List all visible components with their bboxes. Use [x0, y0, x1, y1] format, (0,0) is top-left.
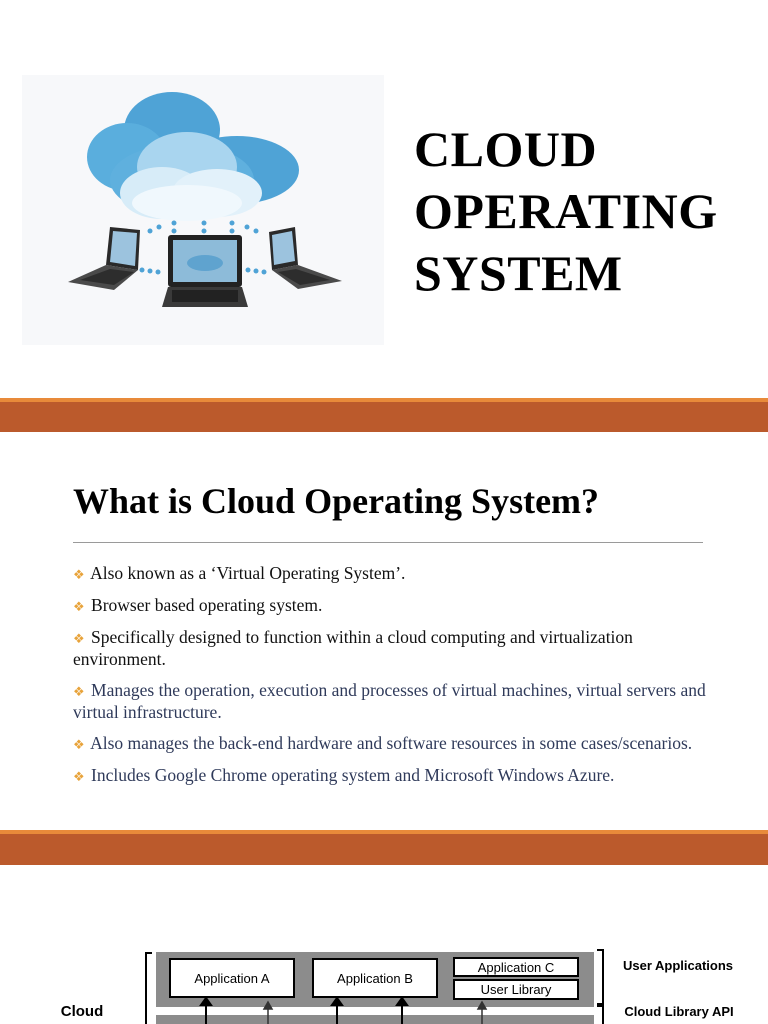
diamond-bullet-icon: ❖	[73, 631, 85, 646]
architecture-slide	[0, 865, 768, 1024]
diamond-bullet-icon: ❖	[73, 599, 85, 614]
laptop-icon	[269, 227, 342, 289]
user-applications-label: User Applications	[622, 958, 734, 973]
slide-separator	[0, 830, 768, 865]
application-b-box: Application B	[312, 958, 438, 998]
list-item: ❖ Browser based operating system.	[73, 595, 323, 615]
diamond-bullet-icon: ❖	[73, 567, 85, 582]
title-slide	[0, 0, 768, 398]
heading-divider	[73, 542, 703, 543]
definition-slide	[0, 432, 768, 830]
title-line: CLOUD	[414, 121, 598, 177]
bullet-list	[67, 563, 707, 797]
title-line: SYSTEM	[414, 245, 623, 301]
user-library-box: User Library	[453, 979, 579, 1000]
laptop-icon	[162, 235, 248, 307]
list-item: ❖ Also known as a ‘Virtual Operating System’.	[73, 563, 406, 583]
diamond-bullet-icon: ❖	[73, 684, 85, 699]
laptop-icon	[68, 227, 140, 290]
diamond-bullet-icon: ❖	[73, 737, 85, 752]
cloud-icon	[87, 92, 299, 221]
cloud-network-illustration	[22, 75, 384, 345]
title-line: OPERATING	[414, 183, 718, 239]
list-item: ❖ Includes Google Chrome operating system and Microsoft Windows Azure.	[73, 765, 615, 785]
slide-separator	[0, 398, 768, 432]
application-a-box: Application A	[169, 958, 295, 998]
architecture-diagram	[0, 865, 768, 1024]
list-item: ❖ Specifically designed to function within a cloud computing and virtualization environment.	[73, 627, 633, 669]
cloud-library-api-label: Cloud Library API	[624, 1004, 734, 1019]
slide-heading: What is Cloud Operating System?	[73, 481, 600, 521]
slide-title	[414, 118, 754, 304]
cloud-label: Cloud	[60, 1003, 104, 1020]
diamond-bullet-icon: ❖	[73, 769, 85, 784]
list-item: ❖ Also manages the back-end hardware and software resources in some cases/scenarios.	[73, 733, 693, 753]
application-c-box: Application C	[453, 957, 579, 977]
list-item: ❖ Manages the operation, execution and processes of virtual machines, virtual servers and virtual infrastructure.	[73, 680, 706, 722]
